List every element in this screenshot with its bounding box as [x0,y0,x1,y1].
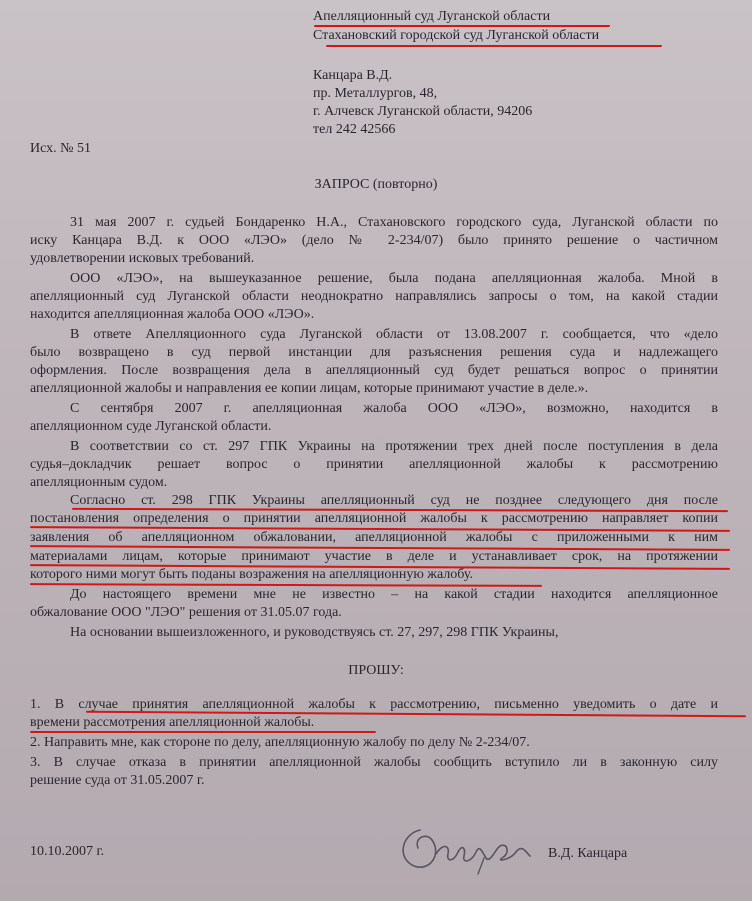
request-item-3-cont: решение суда от 31.05.2007 г. [30,773,205,788]
reference-number: Исх. № 51 [30,141,91,156]
footer-date: 10.10.2007 г. [30,844,105,859]
body-line: В соответствии со ст. 297 ГПК Украины на протяжении трех дней после поступления в дела [70,439,718,454]
request-item-2: 2. Направить мне, как стороне по делу, апелляционную жалобу по делу № 2-234/07. [30,735,530,750]
sender-city: г. Алчевск Луганской области, 94206 [313,104,533,119]
addressee-line-1: Апелляционный суд Луганской области [313,9,551,24]
body-line-highlighted: Согласно ст. 298 ГПК Украины апелляционный суд не позднее следующего дня после [70,493,718,508]
body-line: иску Канцара В.Д. к ООО «ЛЭО» (дело № 2-234/07) было принято решение о частичном [30,233,718,248]
body-line: удовлетворении исковых требований. [30,251,255,266]
body-line: На основании вышеизложенного, и руководствуясь ст. 27, 297, 298 ГПК Украины, [70,625,559,640]
request-item-1-cont: времени рассмотрения апелляционной жалобы. [30,715,315,730]
red-underline [30,731,376,733]
body-line: С сентября 2007 г. апелляционная жалоба ООО «ЛЭО», возможно, находится в [70,401,718,416]
request-item-3: 3. В случае отказа в принятии апелляционной жалобы сообщить вступило ли в законную силу [30,755,718,770]
body-line-highlighted: которого ними могут быть поданы возражения на апелляционную жалобу. [30,567,473,582]
body-line: В ответе Апелляционного суда Луганской области от 13.08.2007 г. сообщается, что «дело [70,327,718,342]
footer-signer: В.Д. Канцара [548,846,628,861]
signature-scribble [392,818,552,878]
body-line: апелляционный суд Луганской области неоднократно направлялись запросы о том, на какой стадии [30,289,718,304]
body-line: оформления. После возвращения дела в апелляционный суд будет решаться вопрос о принятии [30,363,718,378]
body-line: находится апелляционная жалоба ООО «ЛЭО». [30,307,315,322]
document-title: ЗАПРОС (повторно) [314,177,438,192]
request-item-1: 1. В случае принятия апелляционной жалобы к рассмотрению, письменно уведомить о дате и [30,697,718,712]
body-line: судья–докладчик решает вопрос о принятии апелляционной жалобы к рассмотрению [30,457,718,472]
body-line: 31 мая 2007 г. судьей Бондаренко Н.А., Стахановского городского суда, Луганской области по [70,215,718,230]
sender-name: Канцара В.Д. [313,68,393,83]
body-line-highlighted: материалами лицам, которые принимают участие в деле и устанавливает срок, на протяжении [30,549,718,564]
request-heading: ПРОШУ: [348,663,404,678]
red-underline [314,25,610,27]
body-line: До настоящего времени мне не известно – на какой стадии находится апелляционное [70,587,718,602]
body-line: апелляционной жалобы и направления ее копии лицам, которые принимают участие в деле.». [30,381,589,396]
body-line: обжалование ООО "ЛЭО" решения от 31.05.07 года. [30,605,342,620]
body-line: было возвращено в суд первой инстанции для разъяснения решения суда и надлежащего [30,345,718,360]
sender-street: пр. Металлургов, 48, [313,86,438,101]
sender-phone: тел 242 42566 [313,122,396,137]
body-line-highlighted: заявления об апелляционном обжаловании, апелляционной жалобы с приложенными к ним [30,530,718,545]
body-line: апелляционным судом. [30,475,168,490]
red-underline [326,45,662,47]
addressee-line-2: Стахановский городской суд Луганской области [313,28,600,43]
body-line: апелляционном суде Луганской области. [30,419,272,434]
body-line-highlighted: постановления определения о принятии апелляционной жалобы к рассмотрению направляет копии [30,511,718,526]
body-line: ООО «ЛЭО», на вышеуказанное решение, была подана апелляционная жалоба. Мной в [70,271,718,286]
